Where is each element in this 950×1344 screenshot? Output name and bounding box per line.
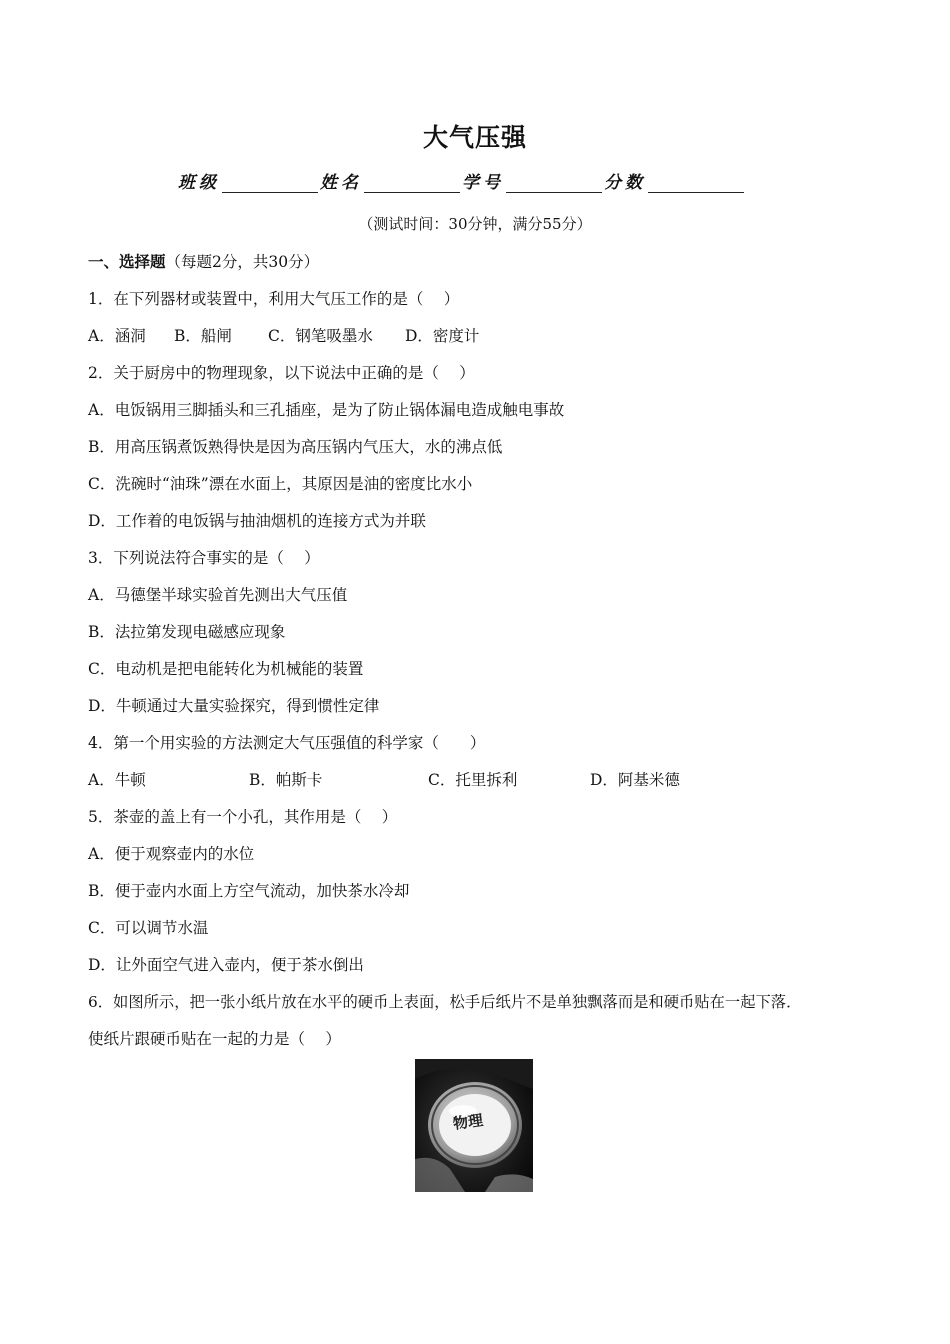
section-title: 一、选择题 xyxy=(88,252,166,271)
q2-option-d: D．工作着的电饭锅与抽油烟机的连接方式为并联 xyxy=(88,512,426,530)
section-detail: （每题2分，共30分） xyxy=(165,253,320,271)
question-5-stem: 5．茶壶的盖上有一个小孔，其作用是（ ） xyxy=(88,808,398,826)
id-label: 学号 xyxy=(462,173,504,193)
question-4-stem: 4．第一个用实验的方法测定大气压强值的科学家（ ） xyxy=(88,734,486,752)
q5-option-b: B．便于壶内水面上方空气流动，加快茶水冷却 xyxy=(88,882,410,900)
page-title: 大气压强 xyxy=(422,123,527,152)
question-6-stem-line1: 6．如图所示，把一张小纸片放在水平的硬币上表面，松手后纸片不是单独飘落而是和硬币贴在一起下落． xyxy=(88,993,802,1011)
question-3-stem: 3．下列说法符合事实的是（ ） xyxy=(88,549,320,567)
coin-paper-photo xyxy=(415,1059,533,1192)
q4-option-c: C．托里拆利 xyxy=(428,771,518,789)
question-6-stem-line2: 使纸片跟硬币贴在一起的力是（ ） xyxy=(88,1030,341,1048)
q1-option-a: A．涵洞 xyxy=(88,327,146,345)
q2-option-c: C．洗碗时“油珠”漂在水面上，其原因是油的密度比水小 xyxy=(88,475,473,493)
q4-option-a: A．牛顿 xyxy=(88,771,146,789)
q2-option-a: A．电饭锅用三脚插头和三孔插座，是为了防止锅体漏电造成触电事故 xyxy=(88,401,565,419)
q3-option-b: B．法拉第发现电磁感应现象 xyxy=(88,623,286,641)
q5-option-a: A．便于观察壶内的水位 xyxy=(88,845,255,863)
paper-label: 物理 xyxy=(451,1110,485,1133)
score-blank xyxy=(648,172,744,193)
class-blank xyxy=(222,172,318,193)
q2-option-b: B．用高压锅煮饭熟得快是因为高压锅内气压大，水的沸点低 xyxy=(88,438,503,456)
q3-option-c: C．电动机是把电能转化为机械能的装置 xyxy=(88,660,364,678)
class-label: 班级 xyxy=(178,173,220,193)
q4-option-b: B．帕斯卡 xyxy=(249,771,323,789)
q1-option-b: B．船闸 xyxy=(174,327,232,345)
q5-option-d: D．让外面空气进入壶内，便于茶水倒出 xyxy=(88,956,364,974)
name-blank xyxy=(364,172,460,193)
test-note: （测试时间：30分钟，满分55分） xyxy=(358,215,592,233)
section-heading xyxy=(88,250,319,272)
name-label: 姓名 xyxy=(320,173,362,193)
question-2-stem: 2．关于厨房中的物理现象，以下说法中正确的是（ ） xyxy=(88,364,475,382)
q3-option-a: A．马德堡半球实验首先测出大气压值 xyxy=(88,586,348,604)
question-1-stem: 1．在下列器材或装置中，利用大气压工作的是（ ） xyxy=(88,290,460,308)
student-info-row xyxy=(178,168,778,194)
id-blank xyxy=(506,172,602,193)
q1-option-c: C．钢笔吸墨水 xyxy=(268,327,373,345)
q5-option-c: C．可以调节水温 xyxy=(88,919,209,937)
q4-option-d: D．阿基米德 xyxy=(590,771,680,789)
score-label: 分数 xyxy=(604,173,646,193)
q3-option-d: D．牛顿通过大量实验探究，得到惯性定律 xyxy=(88,697,380,715)
q1-option-d: D．密度计 xyxy=(405,327,480,345)
